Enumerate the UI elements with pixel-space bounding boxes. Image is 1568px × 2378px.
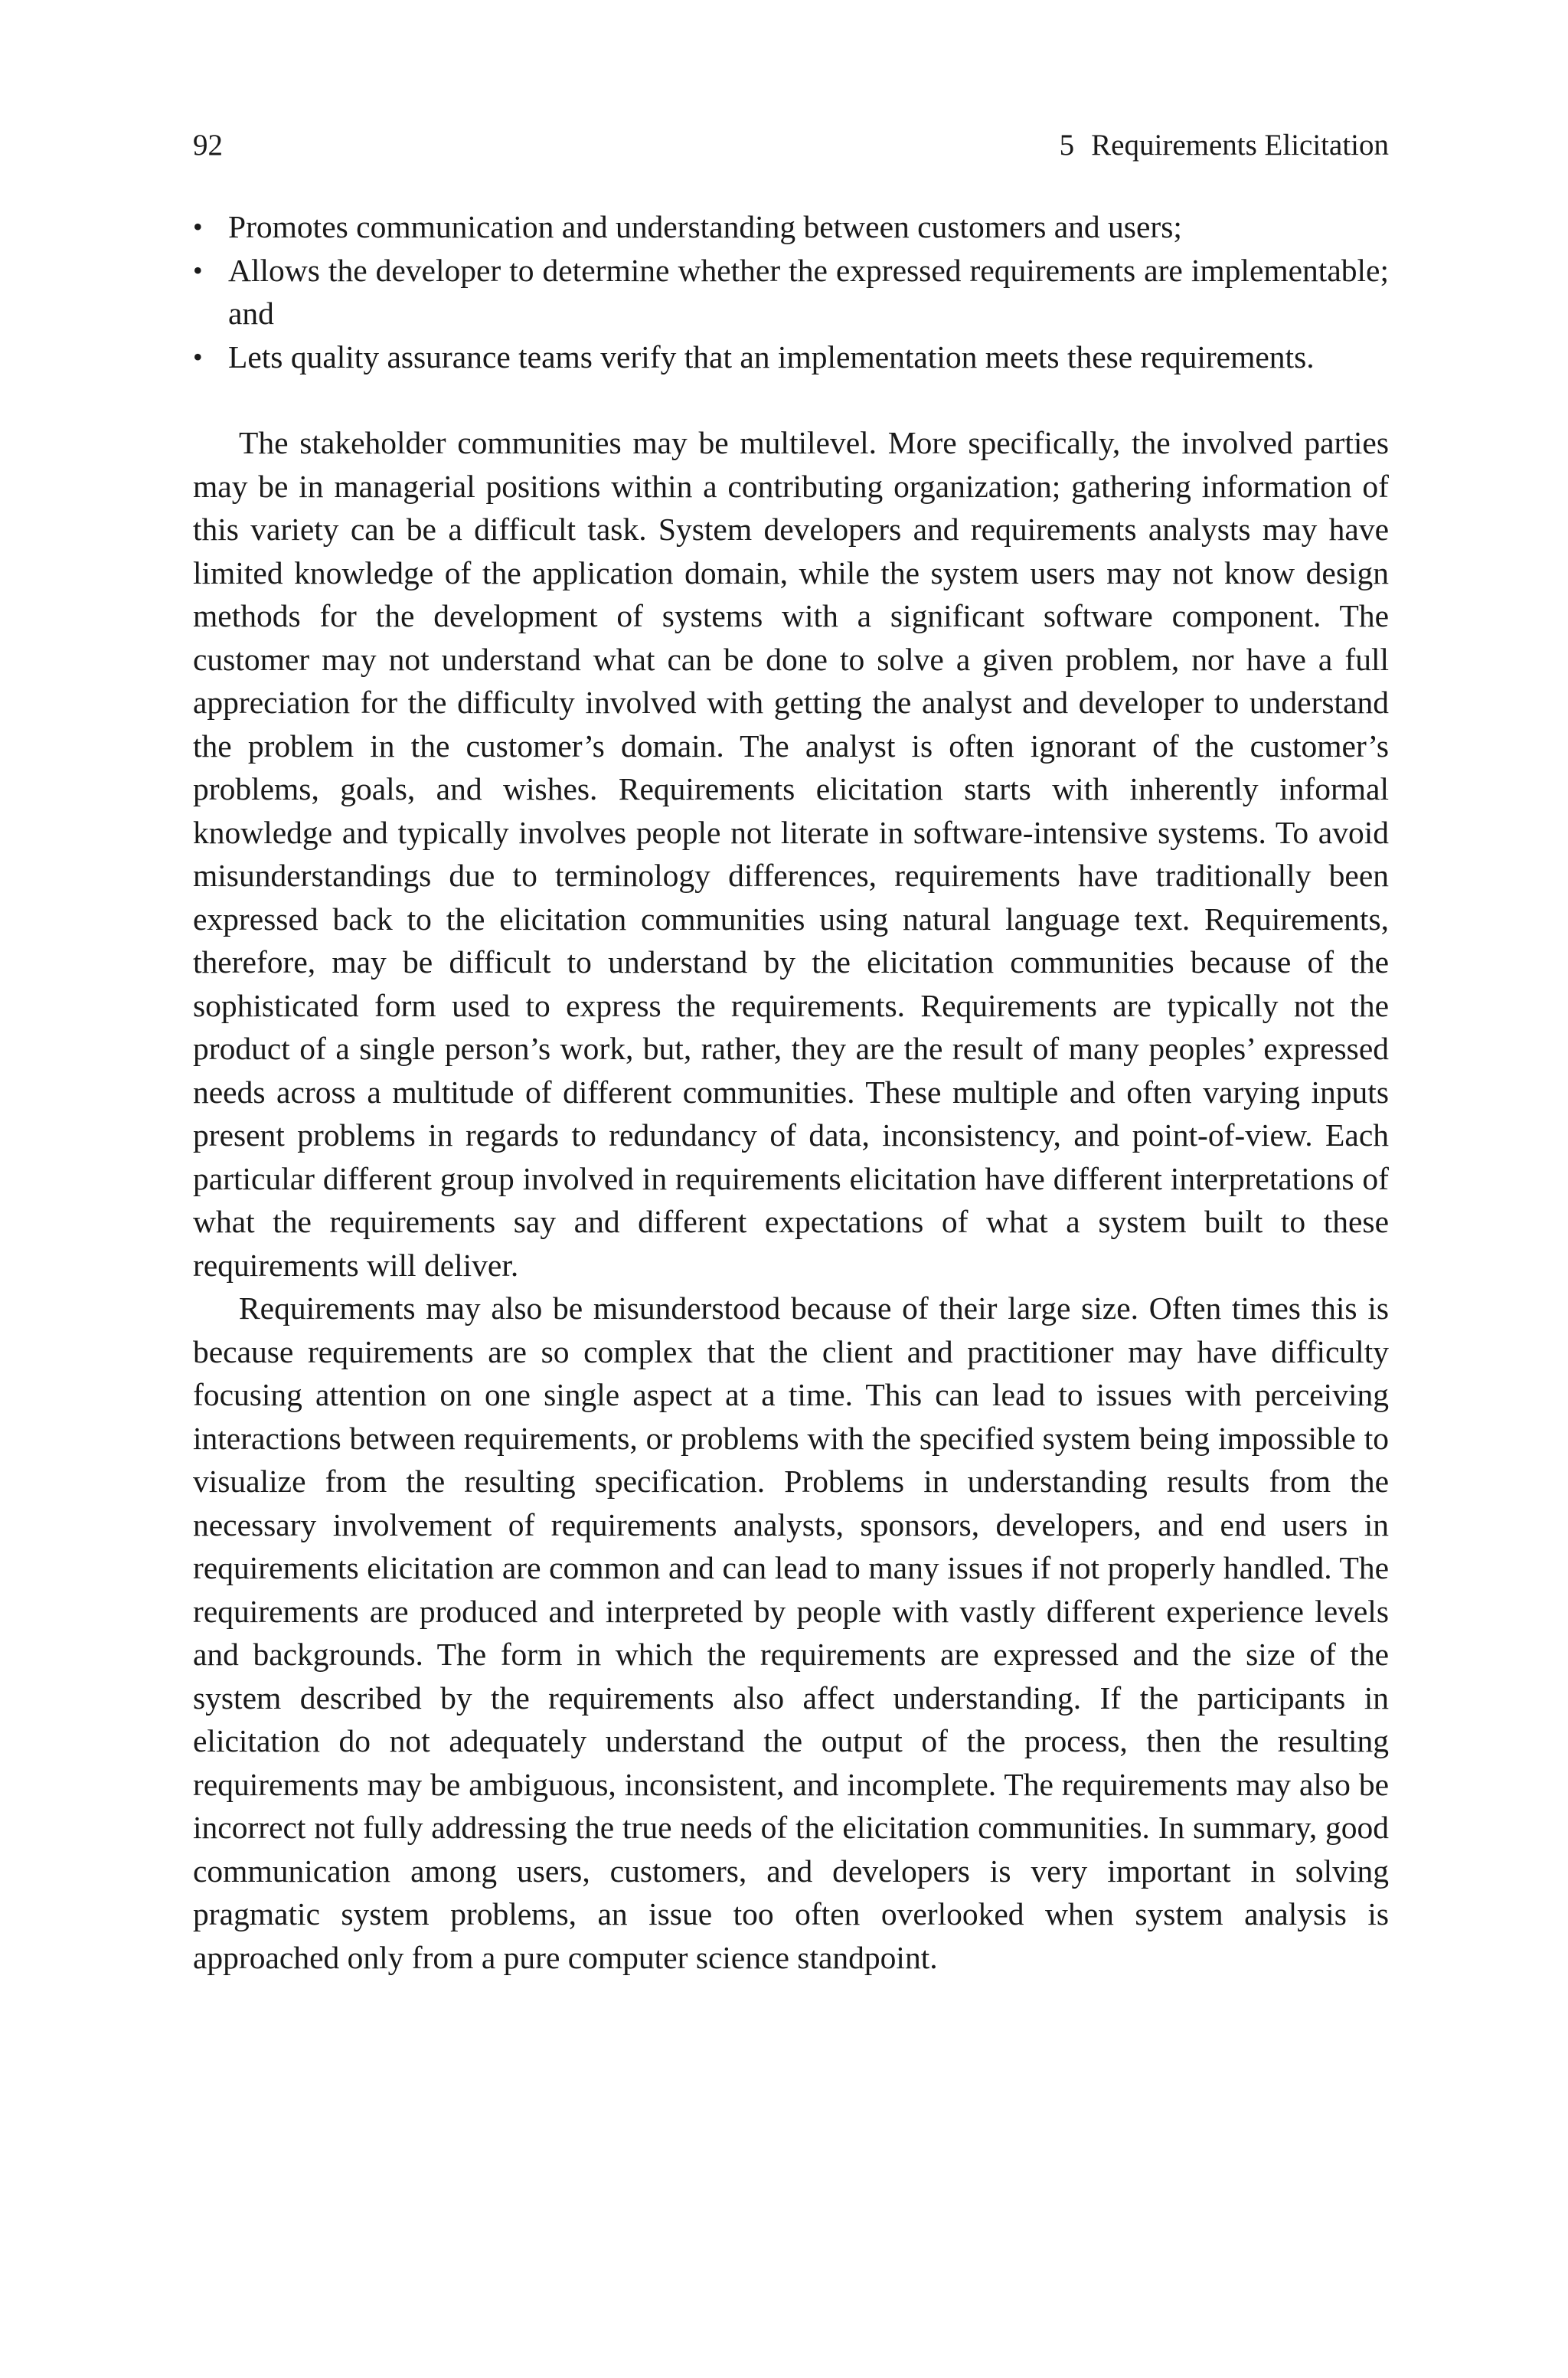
- bullet-list: [193, 205, 1389, 378]
- paragraph: Requirements may also be misunderstood because of their large size. Often times this is because requirements are so complex that the client and practitioner may have difficulty focusing attention on one single aspect at a time. This can lead to issues with perceiving interactions between requirements, or problems with the specified system being impossible to visualize from the resulting specification. Problems in understanding results from the necessary involvement of requirements analysts, sponsors, developers, and end users in requirements elicitation are common and can lead to many issues if not properly handled. The requirements are produced and interpreted by people with vastly different experience levels and backgrounds. The form in which the requirements are expressed and the size of the system described by the requirements also affect understanding. If the participants in elicitation do not adequately understand the output of the process, then the resulting requirements may be ambiguous, inconsistent, and incomplete. The requirements may also be incorrect not fully addressing the true needs of the elicitation communities. In summary, good communication among users, customers, and developers is very important in solving pragmatic system problems, an issue too often overlooked when system analysis is approached only from a pure computer science standpoint.: [193, 1290, 1389, 1975]
- bullet-marker: •: [193, 341, 203, 372]
- bullet-item: [193, 335, 1389, 379]
- running-head: [1060, 123, 1389, 168]
- bullet-item: [193, 249, 1389, 335]
- bullet-text: Lets quality assurance teams verify that an implementation meets these requirements.: [228, 339, 1315, 375]
- bullet-text: Promotes communication and understanding between customers and users;: [228, 209, 1182, 244]
- bullet-text: Allows the developer to determine whether the expressed requirements are implementable; and: [228, 252, 1389, 331]
- chapter-number: 5: [1059, 129, 1075, 162]
- bullet-item: [193, 205, 1389, 249]
- body-text: [193, 205, 1389, 1979]
- paragraph: The stakeholder communities may be multilevel. More specifically, the involved parties may be in managerial positions within a contributing organization; gathering information of this variety can be a difficult task. System developers and requirements analysts may have limited knowledge of the application domain, while the system users may not know design methods for the development of systems with a significant software component. The customer may not understand what can be done to solve a given problem, nor have a full appreciation for the difficulty involved with getting the analyst and developer to understand the problem in the customer’s domain. The analyst is often ignorant of the customer’s problems, goals, and wishes. Requirements elicitation starts with inherently informal knowledge and typically involves people not literate in software-intensive systems. To avoid misunderstandings due to terminology differences, requirements have traditionally been expressed back to the elicitation communities using natural language text. Requirements, therefore, may be difficult to understand by the elicitation communities because of the sophisticated form used to express the requirements. Requirements are typically not the product of a single person’s work, but, rather, they are the result of many peoples’ expressed needs across a multitude of different communities. These multiple and often varying inputs present problems in regards to redundancy of data, inconsistency, and point-of-view. Each particular different group involved in requirements elicitation have different interpretations of what the requirements say and different expectations of what a system built to these requirements will deliver.: [193, 425, 1389, 1283]
- page-header: [193, 123, 1389, 168]
- page-number: 92: [193, 129, 223, 162]
- chapter-title: Requirements Elicitation: [1091, 129, 1389, 162]
- bullet-marker: •: [193, 211, 203, 242]
- bullet-marker: •: [193, 254, 203, 286]
